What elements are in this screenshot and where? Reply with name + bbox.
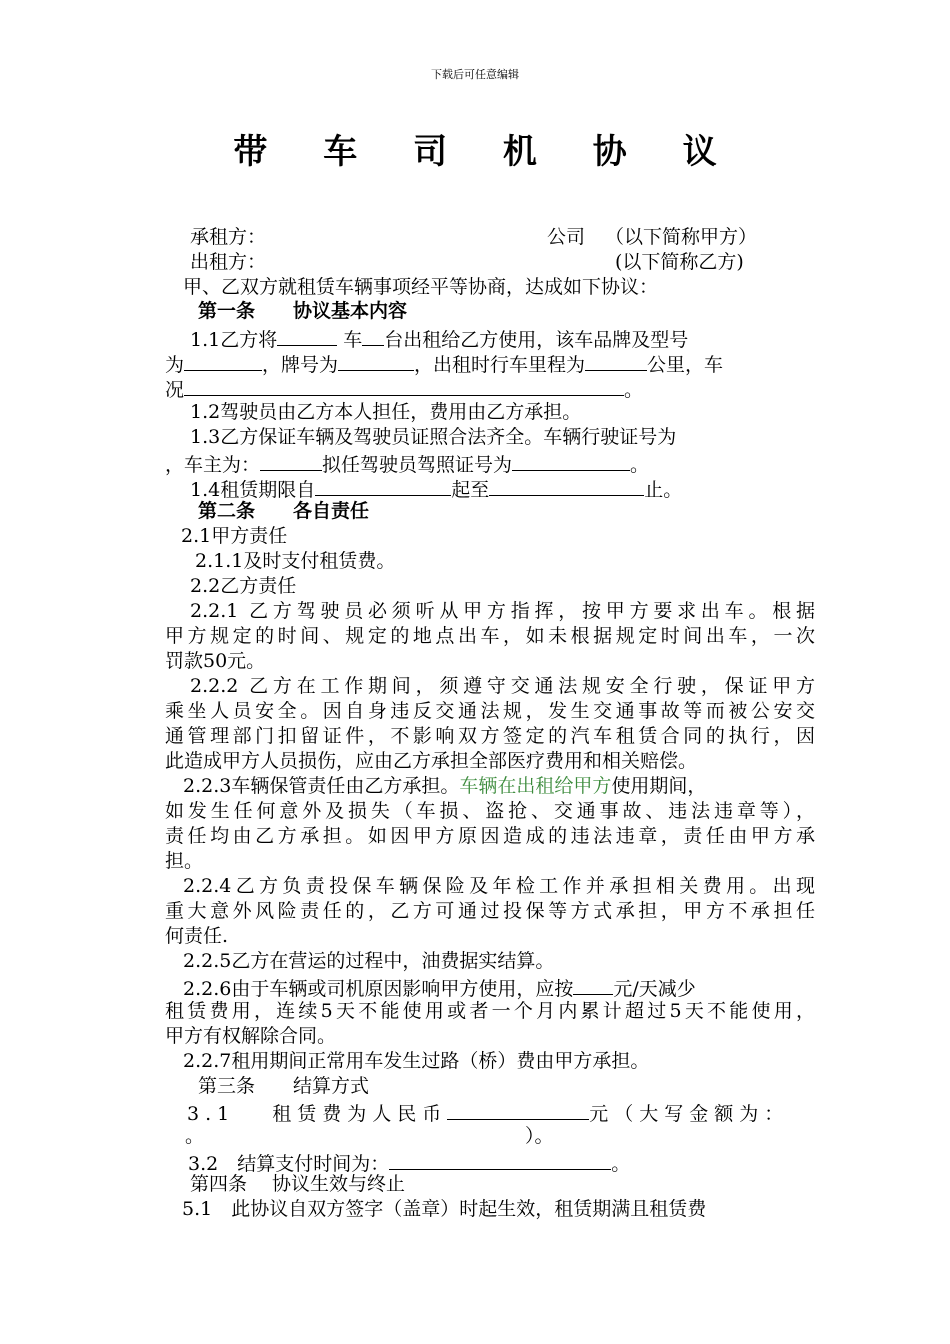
clause-2-2-2-line4: 此造成甲方人员损伤，应由乙方承担全部医疗费用和相关赔偿。 — [165, 750, 698, 772]
clause-1-3-line1: 1.3乙方保证车辆及驾驶员证照合法齐全。车辆行驶证号为 — [190, 426, 677, 448]
clause-text: 起至 — [451, 479, 490, 501]
clause-3-1-line1 — [187, 1099, 837, 1127]
clause-2-2-4-line2: 重大意外风险责任的，乙方可通过投保等方式承担，甲方不承担任 — [165, 900, 815, 922]
clause-text: ，出租时行车里程为 — [414, 354, 586, 376]
clause-2-2-1-line1: 2.2.1 乙方驾驶员必须听从甲方指挥，按甲方要求出车。根据 — [190, 600, 815, 622]
clause-5-1-line1: 5.1 此协议自双方签字（盖章）时起生效，租赁期满且租赁费 — [182, 1198, 707, 1220]
blank-field — [362, 325, 384, 346]
article-3-heading: 第三条 结算方式 — [198, 1075, 370, 1097]
clause-text: 。 — [630, 454, 650, 476]
clause-text: 2.2.3车辆保管责任由乙方承担。 — [183, 775, 460, 797]
blank-field — [512, 450, 630, 471]
clause-text: 车 — [343, 329, 363, 351]
clause-1-1-line2 — [165, 350, 815, 378]
clause-text: 拟任驾驶员驾照证号为 — [322, 454, 513, 476]
clause-2-2-6-line3: 甲方有权解除合同。 — [165, 1025, 337, 1047]
clause-text: ）。 — [525, 1125, 554, 1147]
clause-1-1-line3 — [165, 375, 815, 403]
clause-text: 止。 — [644, 479, 683, 501]
clause-text: 使用期间， — [611, 775, 707, 797]
intro: 甲、乙双方就租赁车辆事项经平等协商，达成如下协议： — [183, 276, 659, 298]
clause-1-2: 1.2驾驶员由乙方本人担任，费用由乙方承担。 — [190, 401, 582, 423]
clause-text: 元（大写金额为： — [589, 1103, 790, 1125]
clause-2-2-2-line2: 乘坐人员安全。因自身违反交通法规，发生交通事故等而被公安交 — [165, 700, 815, 722]
blank-field — [447, 1099, 589, 1120]
page-header: 下载后可任意编辑 — [431, 68, 519, 81]
clause-text: 况 — [165, 379, 185, 401]
clause-text: 1.1乙方将 — [190, 329, 278, 351]
clause-2-2-6-line1 — [183, 974, 833, 1002]
blank-field — [315, 475, 451, 496]
clause-2-2-6-line2: 租赁费用，连续5天不能使用或者一个月内累计超过5天不能使用， — [165, 1000, 815, 1022]
clause-2-2-3-line2: 如发生任何意外及损失（车损、盗抢、交通事故、违法违章等）， — [165, 800, 815, 822]
clause-text: 公里，车 — [647, 354, 724, 376]
clause-2-2-7: 2.2.7租用期间正常用车发生过路（桥）费由甲方承担。 — [183, 1050, 650, 1072]
clause-text: 元/天减少 — [613, 978, 696, 1000]
blank-field — [489, 475, 644, 496]
clause-text: 。 — [611, 1153, 631, 1175]
article-1-heading: 第一条 协议基本内容 — [198, 300, 408, 322]
blank-field — [389, 1149, 611, 1170]
article-4-heading: 第四条 协议生效与终止 — [190, 1173, 406, 1195]
clause-2-2-3-line3: 责任均由乙方承担。如因甲方原因造成的违法违章，责任由甲方承 — [165, 825, 815, 847]
clause-2-2-4-line1: 2.2.4乙方负责投保车辆保险及年检工作并承担相关费用。出现 — [183, 875, 815, 897]
document-title: 带 车 司 机 协 议 — [233, 132, 739, 172]
clause-2-1: 2.1甲方责任 — [181, 525, 288, 547]
clause-2-2-4-line3: 何责任. — [165, 925, 229, 947]
party-b-line — [190, 250, 840, 275]
clause-2-2-1-line3: 罚款50元。 — [165, 650, 266, 672]
clause-2-1-1: 2.1.1及时支付租赁费。 — [195, 550, 396, 572]
party-b-note: (以下简称乙方) — [615, 251, 744, 273]
clause-text: 。 — [185, 1125, 205, 1147]
blank-field — [338, 350, 414, 371]
article-2-heading: 第二条 各自责任 — [198, 500, 370, 522]
party-a-company: 公司 — [547, 226, 586, 248]
party-a-label: 承租方： — [190, 226, 267, 248]
clause-2-2-3-line4: 担。 — [165, 850, 204, 872]
clause-1-3-line2 — [165, 450, 815, 478]
clause-text: 为 — [165, 354, 185, 376]
blank-field — [260, 450, 322, 471]
blank-field — [277, 325, 337, 346]
clause-text: 。 — [624, 379, 644, 401]
clause-3-1-line2 — [185, 1124, 835, 1149]
clause-2-2-2-line3: 通管理部门扣留证件，不影响双方签定的汽车租赁合同的执行，因 — [165, 725, 815, 747]
clause-text: 2.2.6由于车辆或司机原因影响甲方使用，应按 — [183, 978, 574, 1000]
clause-text: 1.4租赁期限自 — [190, 479, 316, 501]
blank-field — [585, 350, 647, 371]
blank-field — [573, 974, 613, 995]
blank-field — [184, 375, 624, 396]
party-b-label: 出租方： — [190, 251, 267, 273]
highlighted-text: 车辆在出租给甲方 — [459, 775, 612, 797]
clause-2-2-5: 2.2.5乙方在营运的过程中，油费据实结算。 — [183, 950, 555, 972]
clause-2-2-2-line1: 2.2.2 乙方在工作期间，须遵守交通法规安全行驶，保证甲方 — [190, 675, 815, 697]
party-a-note: （以下简称甲方） — [605, 226, 758, 248]
party-a-line — [190, 225, 840, 250]
clause-text: 3.1 租赁费为人民币 — [187, 1103, 448, 1125]
clause-text: 台出租给乙方使用，该车品牌及型号 — [384, 329, 689, 351]
clause-text: ，牌号为 — [262, 354, 339, 376]
clause-2-2: 2.2乙方责任 — [190, 575, 297, 597]
clause-2-2-1-line2: 甲方规定的时间、规定的地点出车，如未根据规定时间出车，一次 — [165, 625, 815, 647]
clause-1-1-line1 — [190, 325, 840, 353]
clause-text: ，车主为： — [165, 454, 261, 476]
clause-2-2-3-line1 — [183, 774, 833, 799]
blank-field — [184, 350, 262, 371]
clause-text: 3.2 结算支付时间为： — [188, 1153, 390, 1175]
